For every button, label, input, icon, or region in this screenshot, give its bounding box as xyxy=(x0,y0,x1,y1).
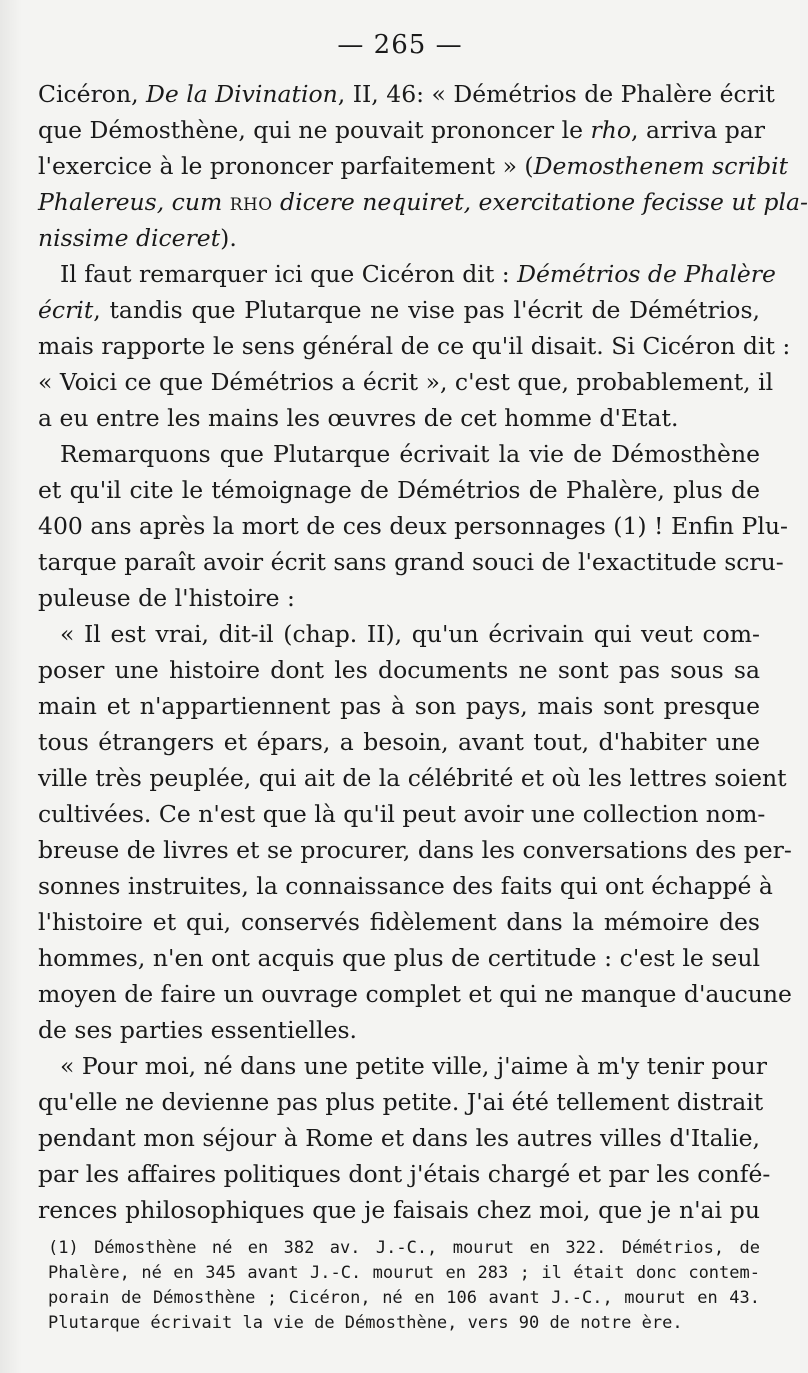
text-segment: tous étrangers et épars, a besoin, avant tout, d'habiter une xyxy=(38,728,760,756)
text-line xyxy=(38,292,760,328)
italic-text: écrit xyxy=(38,296,94,324)
footnote-line: porain de Démosthène ; Cicéron, né en 106 avant J.-C., mourut en 43. xyxy=(48,1288,760,1308)
text-segment: de ses parties essentielles. xyxy=(38,1016,358,1044)
text-segment: 400 ans après la mort de ces deux personnages (1) ! Enfin Plu- xyxy=(38,512,788,540)
text-segment: Il faut remarquer ici que Cicéron dit : xyxy=(60,260,518,288)
italic-text: rho xyxy=(590,116,632,144)
body-text xyxy=(38,76,808,1228)
text-line xyxy=(38,544,784,580)
text-segment: a eu entre les mains les œuvres de cet homme d'Etat. xyxy=(38,404,679,432)
text-line xyxy=(38,220,760,256)
text-line xyxy=(38,832,792,868)
text-segment: qu'elle ne devienne pas plus petite. J'ai été tellement distrait xyxy=(38,1088,764,1116)
text-line xyxy=(38,1048,768,1084)
page-number: — 265 — xyxy=(337,30,463,60)
text-segment: « Pour moi, né dans une petite ville, j'aime à m'y tenir pour xyxy=(60,1052,768,1080)
text-segment: mais rapporte le sens général de ce qu'il disait. Si Cicéron dit : xyxy=(38,332,791,360)
text-segment: breuse de livres et se procurer, dans les conversations des per- xyxy=(38,836,792,864)
text-line xyxy=(38,1012,760,1048)
text-segment: tarque paraît avoir écrit sans grand souci de l'exactitude scru- xyxy=(38,548,784,576)
text-segment: cultivées. Ce n'est que là qu'il peut avoir une collection nom- xyxy=(38,800,766,828)
text-line xyxy=(38,76,775,112)
text-line xyxy=(38,436,760,472)
text-segment: moyen de faire un ouvrage complet et qui ne manque d'aucune xyxy=(38,980,792,1008)
italic-text: Démétrios de Phalère xyxy=(517,260,776,288)
text-line xyxy=(38,364,774,400)
italic-text: Demosthenem scribit xyxy=(533,152,789,180)
footnotes xyxy=(48,1236,760,1336)
italic-text: Phalereus, cum xyxy=(38,188,230,216)
text-segment: puleuse de l'histoire : xyxy=(38,584,295,612)
text-line xyxy=(38,400,760,436)
text-segment: Cicéron, xyxy=(38,80,147,108)
text-line xyxy=(38,472,760,508)
text-segment: que Démosthène, qui ne pouvait prononcer le xyxy=(38,116,591,144)
text-segment: ). xyxy=(220,224,237,252)
text-segment: hommes, n'en ont acquis que plus de certitude : c'est le seul xyxy=(38,944,760,972)
text-segment: et qu'il cite le témoignage de Démétrios de Phalère, plus de xyxy=(38,476,760,504)
text-segment: RHO xyxy=(229,194,273,214)
text-segment: , tandis que Plutarque ne vise pas l'écrit de Démétrios, xyxy=(93,296,760,324)
footnote-line: Phalère, né en 345 avant J.-C. mourut en 283 ; il était donc contem- xyxy=(48,1263,760,1283)
italic-text: dicere nequiret, exercitatione fecisse ut pla- xyxy=(272,188,808,216)
text-line xyxy=(38,616,760,652)
text-line xyxy=(38,724,760,760)
text-line xyxy=(38,976,792,1012)
text-segment: ville très peuplée, qui ait de la célébrité et où les lettres soient xyxy=(38,764,787,792)
text-segment: pendant mon séjour à Rome et dans les autres villes d'Italie, xyxy=(38,1124,760,1152)
text-line xyxy=(38,256,776,292)
text-line xyxy=(38,508,788,544)
text-line xyxy=(38,580,760,616)
text-segment: rences philosophiques que je faisais chez moi, que je n'ai pu xyxy=(38,1196,760,1224)
text-segment: main et n'appartiennent pas à son pays, mais sont presque xyxy=(38,692,760,720)
text-line xyxy=(38,940,760,976)
text-line xyxy=(38,868,773,904)
footnote-line: Plutarque écrivait la vie de Démosthène, vers 90 de notre ère. xyxy=(48,1313,683,1333)
text-segment: par les affaires politiques dont j'étais chargé et par les confé- xyxy=(38,1160,771,1188)
text-line xyxy=(38,112,766,148)
text-segment: « Voici ce que Démétrios a écrit », c'est que, probablement, il xyxy=(38,368,774,396)
text-segment: poser une histoire dont les documents ne sont pas sous sa xyxy=(38,656,760,684)
text-line xyxy=(38,148,789,184)
text-segment: sonnes instruites, la connaissance des faits qui ont échappé à xyxy=(38,872,773,900)
text-line xyxy=(38,796,766,832)
text-line xyxy=(38,688,760,724)
text-line xyxy=(38,328,791,364)
text-line xyxy=(38,1084,764,1120)
text-line xyxy=(38,1192,760,1228)
text-segment: , arriva par xyxy=(631,116,766,144)
text-line xyxy=(38,1156,771,1192)
footnote-line: (1) Démosthène né en 382 av. J.-C., mourut en 322. Démétrios, de xyxy=(48,1238,760,1258)
italic-text: De la Divination xyxy=(146,80,338,108)
text-line xyxy=(38,760,787,796)
text-line xyxy=(38,904,760,940)
text-segment: l'exercice à le prononcer parfaitement » ( xyxy=(38,152,534,180)
text-line xyxy=(38,184,808,220)
text-segment: Remarquons que Plutarque écrivait la vie de Démosthène xyxy=(60,440,760,468)
text-segment: , II, 46: « Démétrios de Phalère écrit xyxy=(337,80,775,108)
italic-text: nissime diceret xyxy=(38,224,221,252)
text-line xyxy=(38,1120,760,1156)
text-segment: « Il est vrai, dit-il (chap. II), qu'un écrivain qui veut com- xyxy=(60,620,760,648)
text-segment: l'histoire et qui, conservés fidèlement dans la mémoire des xyxy=(38,908,760,936)
text-line xyxy=(38,652,760,688)
